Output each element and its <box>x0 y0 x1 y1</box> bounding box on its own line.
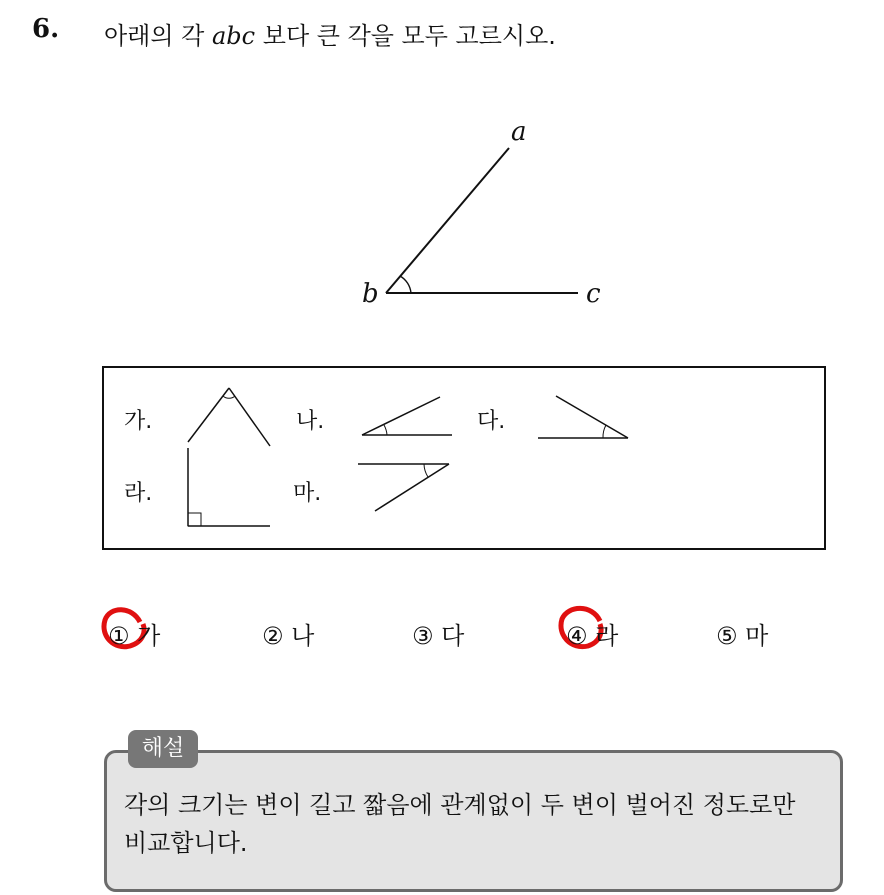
shape-na <box>362 397 452 435</box>
option-1-text: 가 <box>137 622 161 650</box>
solution-text <box>124 786 824 862</box>
option-1-mark: ① <box>108 622 130 650</box>
option-3[interactable] <box>412 616 464 651</box>
option-5-text: 마 <box>745 622 769 650</box>
option-2-text: 나 <box>291 622 315 650</box>
selection-marks <box>104 608 601 646</box>
option-2-mark: ② <box>262 622 284 650</box>
option-5-mark: ⑤ <box>716 622 738 650</box>
choice-label-da: 다. <box>477 409 506 434</box>
option-2[interactable] <box>262 616 314 651</box>
option-5[interactable] <box>716 616 768 651</box>
option-3-mark: ③ <box>412 622 434 650</box>
solution-line-2: 비교합니다. <box>124 829 248 857</box>
solution-line-1: 각의 크기는 변이 길고 짧음에 관계없이 두 변이 벌어진 정도로만 <box>124 791 796 819</box>
question-text-after: 보다 큰 각을 모두 고르시오. <box>255 22 556 50</box>
choice-label-ga: 가. <box>124 409 153 434</box>
option-4[interactable] <box>566 616 618 651</box>
label-a: a <box>511 117 527 147</box>
choice-label-ma: 마. <box>293 481 322 506</box>
shape-ga <box>188 388 270 446</box>
option-4-text: 라 <box>595 622 619 650</box>
option-3-text: 다 <box>441 622 465 650</box>
shape-ra <box>188 448 270 526</box>
angle-arc <box>400 276 411 293</box>
option-1[interactable] <box>108 616 160 651</box>
choice-label-na: 나. <box>296 409 325 434</box>
ray-ba <box>386 148 509 293</box>
question-angle-name: abc <box>212 22 256 50</box>
shape-da <box>538 396 628 438</box>
solution-tag: 해설 <box>128 730 198 768</box>
option-4-mark: ④ <box>566 622 588 650</box>
label-c: c <box>586 279 601 309</box>
choice-label-ra: 라. <box>124 481 153 506</box>
main-angle-abc <box>386 148 578 293</box>
question-text-before: 아래의 각 <box>104 22 212 50</box>
question-number: 6. <box>32 14 60 44</box>
label-b: b <box>362 279 379 309</box>
shape-ma <box>358 464 449 511</box>
